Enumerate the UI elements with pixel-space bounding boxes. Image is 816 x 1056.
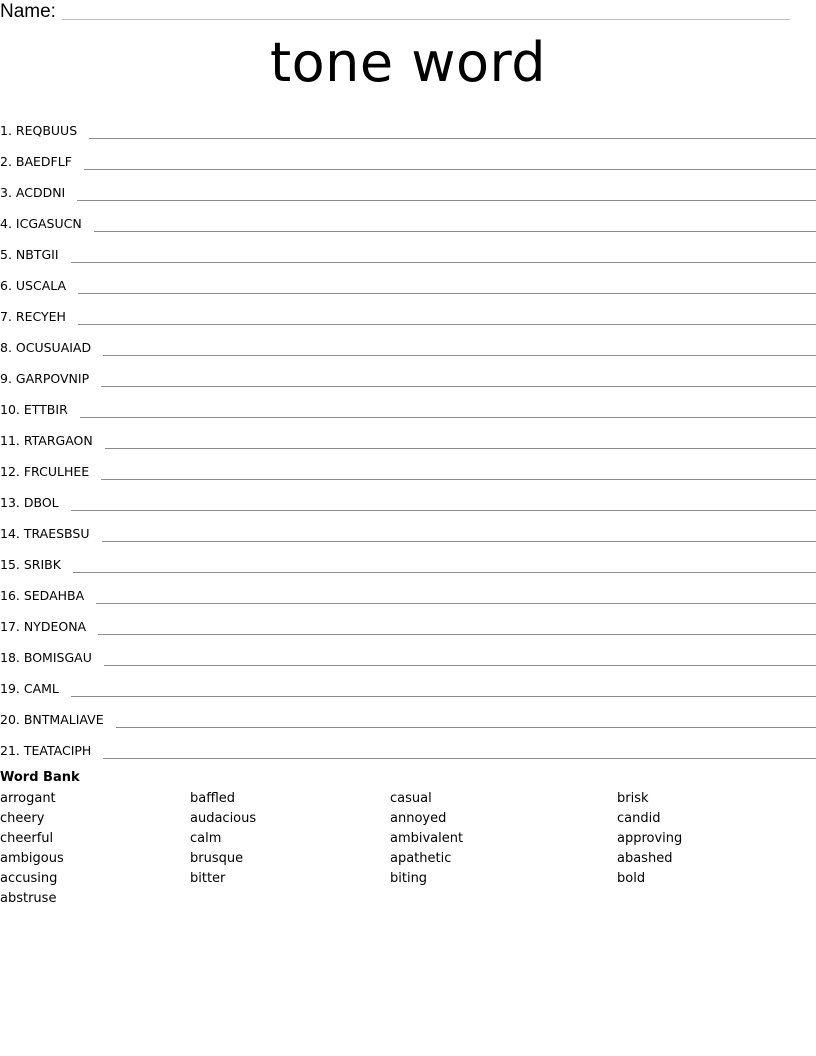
scrambled-word: 13. DBOL	[0, 495, 59, 510]
answer-line[interactable]	[103, 757, 816, 759]
answer-line[interactable]	[71, 509, 816, 511]
scrambled-word: 18. BOMISGAU	[0, 650, 92, 665]
question-row	[0, 637, 816, 668]
scrambled-word: 17. NYDEONA	[0, 619, 87, 634]
answer-line[interactable]	[94, 230, 816, 232]
scrambled-word: 9. GARPOVNIP	[0, 371, 90, 386]
answer-line[interactable]	[78, 323, 816, 325]
scrambled-word: 1. REQBUUS	[0, 123, 78, 138]
name-label: Name:	[0, 1, 56, 22]
answer-line[interactable]	[89, 137, 816, 139]
word-bank-word: apathetic	[390, 851, 452, 866]
scrambled-word: 12. FRCULHEE	[0, 464, 90, 479]
word-bank-word: brisk	[617, 791, 649, 806]
word-bank-word: bold	[617, 871, 646, 886]
answer-line[interactable]	[71, 261, 816, 263]
question-row	[0, 234, 816, 265]
question-row	[0, 575, 816, 606]
question-row	[0, 668, 816, 699]
word-bank	[0, 769, 816, 909]
word-bank-word: accusing	[0, 871, 58, 886]
answer-line[interactable]	[96, 602, 816, 604]
answer-line[interactable]	[77, 199, 816, 201]
word-bank-word: abstruse	[0, 891, 57, 906]
word-bank-word: ambivalent	[390, 831, 464, 846]
scrambled-word: 2. BAEDFLF	[0, 154, 72, 169]
question-row	[0, 451, 816, 482]
scrambled-word: 6. USCALA	[0, 278, 67, 293]
question-row	[0, 699, 816, 730]
question-row	[0, 141, 816, 172]
word-bank-word: brusque	[190, 851, 244, 866]
answer-line[interactable]	[98, 633, 816, 635]
answer-line[interactable]	[102, 540, 816, 542]
question-row	[0, 389, 816, 420]
question-row	[0, 172, 816, 203]
scrambled-word: 8. OCUSUAIAD	[0, 340, 92, 355]
word-bank-grid	[0, 789, 816, 909]
question-row	[0, 730, 816, 761]
answer-line[interactable]	[73, 571, 816, 573]
answer-line[interactable]	[101, 385, 816, 387]
answer-line[interactable]	[103, 354, 816, 356]
scrambled-word: 19. CAML	[0, 681, 59, 696]
question-row	[0, 544, 816, 575]
word-bank-word: ambigous	[0, 851, 64, 866]
answer-line[interactable]	[116, 726, 816, 728]
answer-line[interactable]	[80, 416, 816, 418]
question-row	[0, 358, 816, 389]
question-row	[0, 606, 816, 637]
answer-line[interactable]	[105, 447, 816, 449]
scrambled-word: 5. NBTGII	[0, 247, 59, 262]
word-bank-word: annoyed	[390, 811, 447, 826]
scrambled-word: 16. SEDAHBA	[0, 588, 85, 603]
answer-line[interactable]	[71, 695, 816, 697]
word-bank-word: cheerful	[0, 831, 54, 846]
scrambled-word: 21. TEATACIPH	[0, 743, 92, 758]
question-row	[0, 203, 816, 234]
scrambled-word: 7. RECYEH	[0, 309, 66, 324]
scrambled-word: 20. BNTMALIAVE	[0, 712, 104, 727]
answer-line[interactable]	[104, 664, 816, 666]
word-bank-word: cheery	[0, 811, 45, 826]
scrambled-word: 4. ICGASUCN	[0, 216, 82, 231]
question-row	[0, 482, 816, 513]
word-bank-word: abashed	[617, 851, 673, 866]
word-bank-title: Word Bank	[0, 770, 80, 785]
word-bank-word: biting	[390, 871, 428, 886]
name-row	[0, 0, 790, 22]
scrambled-word: 15. SRIBK	[0, 557, 61, 572]
word-bank-word: casual	[390, 791, 432, 806]
question-row	[0, 265, 816, 296]
scrambled-word: 3. ACDDNI	[0, 185, 66, 200]
scrambled-word: 10. ETTBIR	[0, 402, 68, 417]
answer-line[interactable]	[78, 292, 816, 294]
scrambled-word: 11. RTARGAON	[0, 433, 93, 448]
question-row	[0, 420, 816, 451]
question-row	[0, 513, 816, 544]
word-bank-word: candid	[617, 811, 661, 826]
word-bank-word: audacious	[190, 811, 257, 826]
word-bank-word: arrogant	[0, 791, 56, 806]
word-bank-word: calm	[190, 831, 222, 846]
answer-line[interactable]	[84, 168, 816, 170]
word-bank-word: approving	[617, 831, 683, 846]
scrambled-word: 14. TRAESBSU	[0, 526, 90, 541]
question-row	[0, 296, 816, 327]
name-answer-line[interactable]	[62, 18, 790, 20]
word-bank-word: baffled	[190, 791, 236, 806]
answer-line[interactable]	[101, 478, 816, 480]
question-row	[0, 327, 816, 358]
word-bank-word: bitter	[190, 871, 226, 886]
worksheet-title: tone word	[269, 31, 547, 94]
question-row	[0, 110, 816, 141]
question-list	[0, 110, 816, 761]
